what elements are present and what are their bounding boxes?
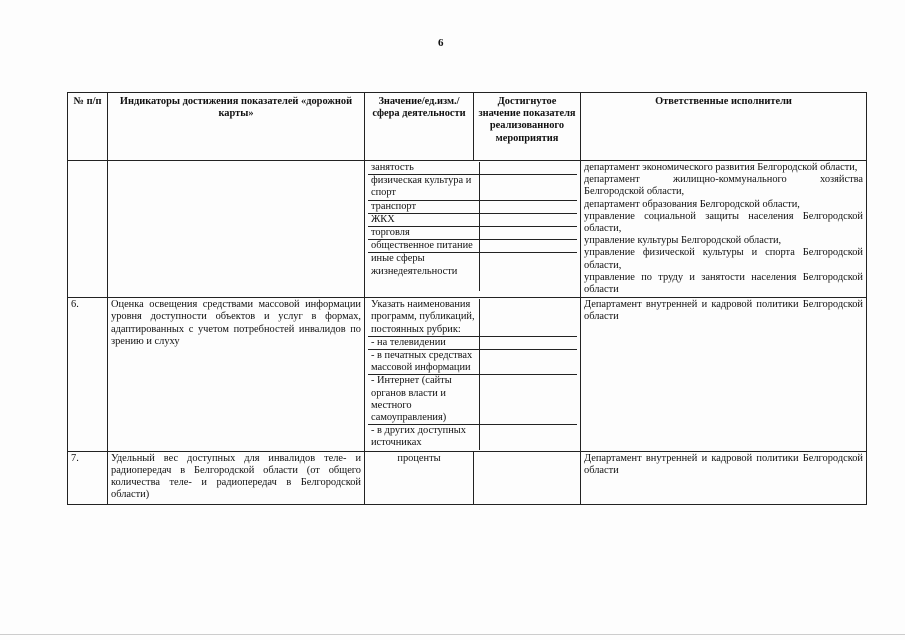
cont-responsible-cell: департамент экономического развития Белгородской области, департамент жилищно-коммунального хозяйства Белгородской области, департамент образования Белгородской области, управление социальной защиты населения Белгородской области, управление культуры Белгородской области, управление физической культуры и спорта Белгородской области, управление по труду и занятости населения Белгородской области: [581, 161, 867, 298]
row6-values-list: [368, 299, 577, 449]
row7-num: 7.: [68, 451, 108, 504]
row7-responsible: Департамент внутренней и кадровой политики Белгородской области: [581, 451, 867, 504]
row7-achieved: [474, 451, 581, 504]
row6-values-cell: [365, 298, 581, 451]
row7-value: проценты: [365, 451, 474, 504]
list-item: торговля: [368, 227, 577, 240]
list-item: транспорт: [368, 200, 577, 213]
list-item: иные сферы жизнедеятельности: [368, 253, 577, 292]
cont-indicator-cell: [108, 161, 365, 298]
list-item: Указать наименования программ, публикаций, постоянных рубрик:: [368, 299, 577, 336]
list-item: занятость: [368, 162, 577, 175]
row6-responsible: Департамент внутренней и кадровой политики Белгородской области: [581, 298, 867, 451]
list-item: общественное питание: [368, 240, 577, 253]
list-item: - в печатных средствах массовой информации: [368, 350, 577, 375]
cont-num-cell: [68, 161, 108, 298]
page-number: 6: [438, 37, 444, 49]
list-item: ЖКХ: [368, 213, 577, 226]
page-bottom-edge: [0, 634, 905, 635]
table-row-continued: [68, 161, 867, 298]
roadmap-table: [67, 92, 867, 505]
header-achieved: Достигнутое значение показателя реализованного мероприятия: [474, 93, 581, 161]
header-indicator: Индикаторы достижения показателей «дорожной карты»: [108, 93, 365, 161]
row7-indicator: Удельный вес доступных для инвалидов теле- и радиопередач в Белгородской области (от общего количества теле- и радиопередач в Белгородской области): [108, 451, 365, 504]
list-item: - на телевидении: [368, 336, 577, 349]
header-responsible: Ответственные исполнители: [581, 93, 867, 161]
list-item: физическая культура и спорт: [368, 175, 577, 200]
table-row-6: [68, 298, 867, 451]
header-num: № п/п: [68, 93, 108, 161]
row6-num: 6.: [68, 298, 108, 451]
list-item: - Интернет (сайты органов власти и местного самоуправления): [368, 375, 577, 425]
row6-indicator: Оценка освещения средствами массовой информации уровня доступности объектов и услуг в формах, адаптированных с учетом потребностей инвалидов по зрению и слуху: [108, 298, 365, 451]
table-row-7: [68, 451, 867, 504]
list-item: - в других доступных источниках: [368, 425, 577, 450]
header-value: Значение/ед.изм./ сфера деятельности: [365, 93, 474, 161]
table-header-row: [68, 93, 867, 161]
spheres-list: [368, 162, 577, 291]
cont-spheres-cell: [365, 161, 581, 298]
